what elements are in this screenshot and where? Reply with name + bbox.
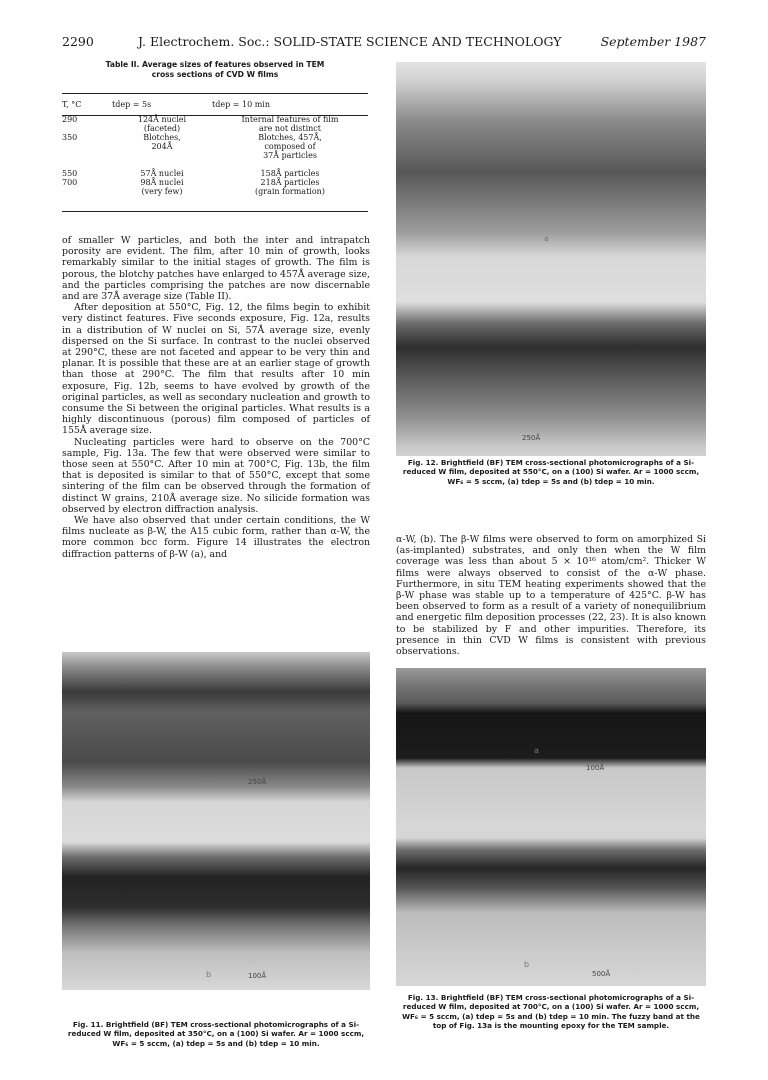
table-cell: 700 bbox=[62, 178, 78, 187]
figure-12-scale-bar: 250Å bbox=[522, 434, 541, 442]
table-bottom-rule bbox=[62, 211, 368, 212]
table-row bbox=[62, 133, 368, 160]
table-caption-line2: cross sections of CVD W films bbox=[151, 70, 279, 79]
table-top-rule bbox=[62, 93, 368, 94]
paragraph: We have also observed that under certain conditions, the W films nucleate as β-W, the A15 cubic form, rather than α-W, the more common bcc form. Figure 14 illustrates the electron diffraction patterns of β-W (a), and bbox=[62, 515, 370, 560]
table-body bbox=[62, 115, 368, 196]
features-table bbox=[62, 100, 368, 196]
paragraph: After deposition at 550°C, Fig. 12, the films begin to exhibit very distinct features. Five seconds exposure, Fig. 12a, results in a distribution of W nuclei on Si, 57Å average size, evenly dispersed on the Si surface. In contrast to the nuclei observed at 290°C, these are not faceted and appear to be very thin and planar. It is possible that these are at an earlier stage of growth than those at 290°C. The film that results after 10 min exposure, Fig. 12b, seems to have evolved by growth of the original particles, as well as secondary nucleation and growth to consume the Si between the original particles. What results is a highly discontinuous (porous) film composed of particles of 155Å average size. bbox=[62, 302, 370, 437]
table-cell: 218Å particles (grain formation) bbox=[255, 178, 325, 196]
table-cell: Blotches, 457Å, composed of 37Å particles bbox=[258, 133, 322, 160]
table-cell: 550 bbox=[62, 169, 78, 178]
running-header bbox=[0, 34, 768, 54]
table-header-cell: tdep = 10 min bbox=[212, 100, 270, 109]
table-cell: 124Å nuclei (faceted) bbox=[137, 115, 187, 133]
figure-13-caption: Fig. 13. Brightfield (BF) TEM cross-sectional photomicrographs of a Si-reduced W film, deposited at 700°C, on a (100) Si wafer. Ar = 1000 sccm, WF₆ = 5 sccm, (a) tdep = 5s and (b) tdep = 10 min. The fuzzy band at the top of Fig. 13a is the mounting epoxy for the TEM sample. bbox=[402, 993, 700, 1031]
journal-title: J. Electrochem. Soc.: SOLID-STATE SCIENCE AND TECHNOLOGY bbox=[138, 34, 562, 49]
figure-11b-scale-bar: 100Å bbox=[248, 972, 267, 980]
table-caption bbox=[62, 60, 368, 80]
figure-12a-label: a bbox=[544, 234, 549, 243]
figure-11-photo bbox=[62, 652, 370, 990]
paragraph: Nucleating particles were hard to observe on the 700°C sample, Fig. 13a. The few that were observed were similar to those seen at 550°C. After 10 min at 700°C, Fig. 13b, the film that is deposited is similar to that of 550°C, except that some sintering of the film can be observed through the formation of distinct W grains, 210Å average size. No silicide formation was observed by electron diffraction analysis. bbox=[62, 436, 370, 515]
figure-11a-scale-bar: 250Å bbox=[248, 778, 267, 786]
issue-date: September 1987 bbox=[600, 34, 706, 49]
table-cell: 57Å nuclei bbox=[140, 169, 184, 178]
table-cell: Blotches, 204Å bbox=[143, 133, 181, 151]
table-row bbox=[62, 160, 368, 178]
figure-13b-scale-bar: 500Å bbox=[592, 970, 611, 978]
table-row bbox=[62, 178, 368, 196]
paragraph: α-W, (b). The β-W films were observed to form on amorphized Si (as-implanted) substrates, and only then when the W film coverage was less than about 5 × 10¹⁶ atom/cm². Thicker W films were always observed to consist of the α-W phase. Furthermore, in situ TEM heating experiments showed that the β-W phase was stable up to a temperature of 425°C. β-W has been observed to form as a result of a variety of nonequilibrium and energetic film deposition processes (22, 23). It is also known to be stabilized by F and other impurities. Therefore, its presence in thin CVD W films is consistent with previous observations. bbox=[396, 534, 706, 658]
figure-11b-label: b bbox=[206, 970, 212, 979]
left-column-text bbox=[62, 235, 370, 560]
figure-13b-label: b bbox=[524, 960, 530, 969]
right-column-text bbox=[396, 534, 706, 657]
figure-11a-label: a bbox=[206, 774, 211, 783]
figure-11-caption: Fig. 11. Brightfield (BF) TEM cross-sectional photomicrographs of a Si-reduced W film, deposited at 350°C, on a (100) Si wafer. Ar = 1000 sccm, WF₆ = 5 sccm, (a) tdep = 5s and (b) tdep = 10 min. bbox=[67, 1020, 365, 1048]
figure-12-caption: Fig. 12. Brightfield (BF) TEM cross-sectional photomicrographs of a Si-reduced W film, deposited at 550°C, on a (100) Si wafer. Ar = 1000 sccm, WF₆ = 5 sccm, (a) tdep = 5s and (b) tdep = 10 min. bbox=[402, 458, 700, 486]
figure-13a-scale-bar: 100Å bbox=[586, 764, 605, 772]
table-cell: 350 bbox=[62, 133, 78, 142]
paragraph: of smaller W particles, and both the inter and intrapatch porosity are evident. The film, after 10 min of growth, looks remarkably similar to the initial stages of growth. The film is porous, the blotchy patches have enlarged to 457Å average size, and the particles comprising the patches are now discernable and are 37Å average size (Table II). bbox=[62, 235, 370, 303]
table-header-cell: tdep = 5s bbox=[112, 100, 152, 109]
page-number: 2290 bbox=[62, 34, 94, 49]
table-caption-line1: Table II. Average sizes of features observed in TEM bbox=[105, 60, 325, 69]
figure-12-photo bbox=[396, 62, 706, 456]
table-header-cell: T, °C bbox=[62, 100, 82, 109]
table-cell: 290 bbox=[62, 115, 78, 124]
table-header-row bbox=[62, 100, 368, 115]
figure-13-photo bbox=[396, 668, 706, 986]
figure-13a-label: a bbox=[534, 746, 539, 755]
table-row bbox=[62, 115, 368, 133]
table-cell: 98Å nuclei (very few) bbox=[140, 178, 184, 196]
table-cell: Internal features of film are not distinct bbox=[241, 115, 339, 133]
table-cell: 158Å particles bbox=[260, 169, 320, 178]
